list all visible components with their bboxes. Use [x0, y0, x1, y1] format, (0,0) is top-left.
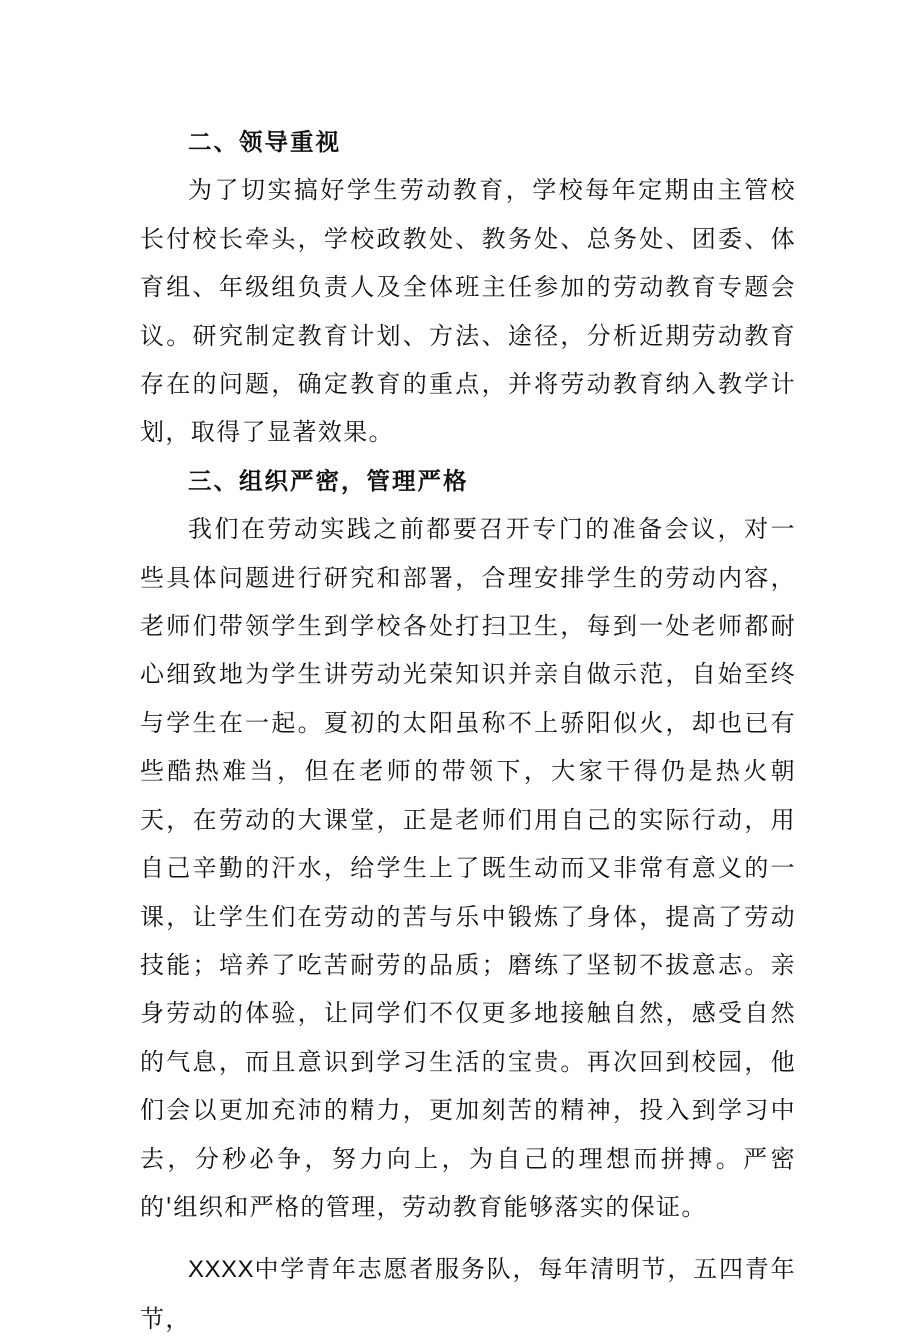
section-heading-leadership: 二、领导重视	[188, 128, 341, 156]
org-name: XXXX	[188, 1256, 255, 1284]
paragraph-organization: 我们在劳动实践之前都要召开专门的准备会议，对一些具体问题进行研究和部署，合理安排学生的劳动内容，老师们带领学生到学校各处打扫卫生，每到一处老师都耐心细致地为学生讲劳动光荣知识并亲自做示范，自始至终与学生在一起。夏初的太阳虽称不上骄阳似火，却也已有些酷热难当，但在老师的带领下，大家干得仍是热火朝天，在劳动的大课堂，正是老师们用自己的实际行动，用自己辛勤的汗水，给学生上了既生动而又非常有意义的一课，让学生们在劳动的苦与乐中锻炼了身体，提高了劳动技能；培养了吃苦耐劳的品质；磨练了坚韧不拔意志。亲身劳动的体验，让同学们不仅更多地接触自然，感受自然的气息，而且意识到学习生活的宝贵。再次回到校园，他们会以更加充沛的精力，更加刻苦的精神，投入到学习中去，分秒必争，努力向上，为自己的理想而拼搏。严密的'组织和严格的管理，劳动教育能够落实的保证。	[140, 515, 796, 1221]
section-heading-organization: 三、组织严密，管理严格	[188, 466, 469, 495]
paragraph-volunteers	[140, 1245, 796, 1343]
document-body	[140, 118, 796, 1343]
paragraph-volunteers-text: 中学青年志愿者服务队，每年清明节，五四青年节，	[140, 1255, 796, 1333]
paragraph-leadership: 为了切实搞好学生劳动教育，学校每年定期由主管校长付校长牵头，学校政教处、教务处、总务处、团委、体育组、年级组负责人及全体班主任参加的劳动教育专题会议。研究制定教育计划、方法、途径，分析近期劳动教育存在的问题，确定教育的重点，并将劳动教育纳入教学计划，取得了显著效果。	[140, 176, 796, 447]
